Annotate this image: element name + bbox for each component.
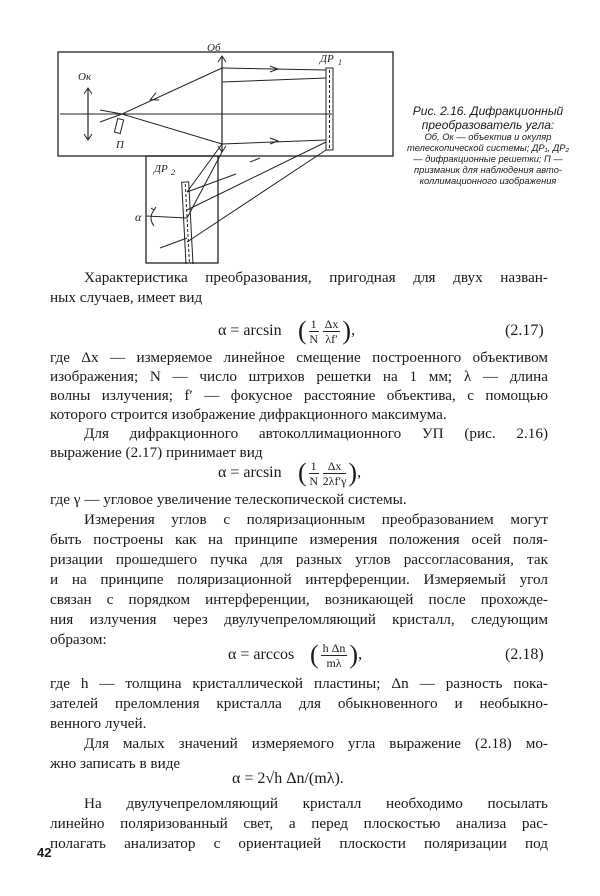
equation-2-17: α = arcsin ( $\frac{1}{N}$ $\frac{\Delta x}{\lambda f'}$ ), (2.17) bbox=[218, 316, 544, 346]
text-line: линейно поляризованный свет, а перед плоскостью анализа рас- bbox=[50, 815, 548, 832]
equation-2-18: α = arccos ( $\frac{\text{h Δn}}{m\lambda}$ ), (2.18) bbox=[228, 640, 544, 670]
equation-number: (2.17) bbox=[505, 322, 544, 339]
label-dr2-sub: 2 bbox=[171, 168, 175, 177]
text-line: На двулучепреломляющий кристалл необходимо посылать bbox=[84, 795, 548, 812]
text-line: полагать анализатор с ориентацией плоскости поляризации под bbox=[50, 835, 548, 852]
label-ob: Об bbox=[207, 42, 221, 54]
diffraction-converter-figure bbox=[50, 42, 395, 264]
text-line: Измерения углов с поляризационным преобразованием могут bbox=[84, 511, 548, 528]
label-dr2: ДР bbox=[154, 163, 168, 175]
text-line: где Δx — измеряемое линейное смещение построенного объективом bbox=[50, 349, 548, 366]
equation-number: (2.18) bbox=[505, 646, 544, 663]
text-line: волны излучения; f′ — фокусное расстояние объектива, с помощью bbox=[50, 387, 548, 404]
caption-body: Об, Ок — объектив и окуляр телескопической системы; ДР₁, ДР₂ — дифракционные решетки; П — призманик для наблюдения автоколлимационного изображения bbox=[406, 132, 570, 186]
text-line: выражение (2.17) принимает вид bbox=[50, 444, 263, 461]
text-line: связан с порядком интерференции, возникающей после прохожде- bbox=[50, 591, 548, 608]
text-line: Характеристика преобразования, пригодная для двух назван- bbox=[84, 269, 548, 286]
text-line: где h — толщина кристаллической пластины; Δn — разность пока- bbox=[50, 675, 548, 692]
text-line: ния излучения через двулучепреломляющий кристалл, следующим bbox=[50, 611, 548, 628]
text-line: Для дифракционного автоколлимационного УП (рис. 2.16) bbox=[84, 425, 548, 442]
text-line: венного лучей. bbox=[50, 715, 147, 732]
text-line: и на принципе поляризационной интерференции. Измеряемый угол bbox=[50, 571, 548, 588]
text-line: ных случаев, имеет вид bbox=[50, 289, 203, 306]
text-line: которого строится изображение дифракционного максимума. bbox=[50, 406, 447, 423]
text-line: где γ — угловое увеличение телескопической системы. bbox=[50, 491, 407, 508]
label-alpha: α bbox=[135, 210, 142, 224]
equation-small-angle: α = 2√h Δn/(mλ). bbox=[232, 770, 344, 787]
eq-lhs: α = arcsin bbox=[218, 322, 282, 339]
text-line: образом: bbox=[50, 631, 107, 648]
text-line: Для малых значений измеряемого угла выражение (2.18) мо- bbox=[84, 735, 548, 752]
equation-autocollimation: α = arcsin ( $\frac{1}{N}$ $\frac{\Delta x}{2\lambda f'\gamma}$ ), bbox=[218, 458, 362, 488]
text-line: зателей преломления кристалла для обыкновенного и необыкно- bbox=[50, 695, 548, 712]
page-number: 42 bbox=[37, 845, 52, 860]
text-line: ризации прошедшего пучка для разных углов рассогласования, так bbox=[50, 551, 548, 568]
label-prism: П bbox=[116, 139, 124, 151]
label-ok: Ок bbox=[78, 71, 92, 83]
text-line: жно записать в виде bbox=[50, 755, 181, 772]
caption-title: Рис. 2.16. Дифракционный преобразователь угла: bbox=[412, 104, 564, 132]
text-line: быть построены как на принципе измерения положения осей поля- bbox=[50, 531, 548, 548]
label-dr1-sub: 1 bbox=[338, 58, 342, 67]
label-dr1: ДР bbox=[320, 53, 334, 65]
text-line: изображения; N — число штрихов решетки на 1 мм; λ — длина bbox=[50, 368, 548, 385]
figure-caption bbox=[402, 104, 574, 187]
prism bbox=[114, 118, 123, 133]
grating-dr2 bbox=[182, 182, 193, 264]
